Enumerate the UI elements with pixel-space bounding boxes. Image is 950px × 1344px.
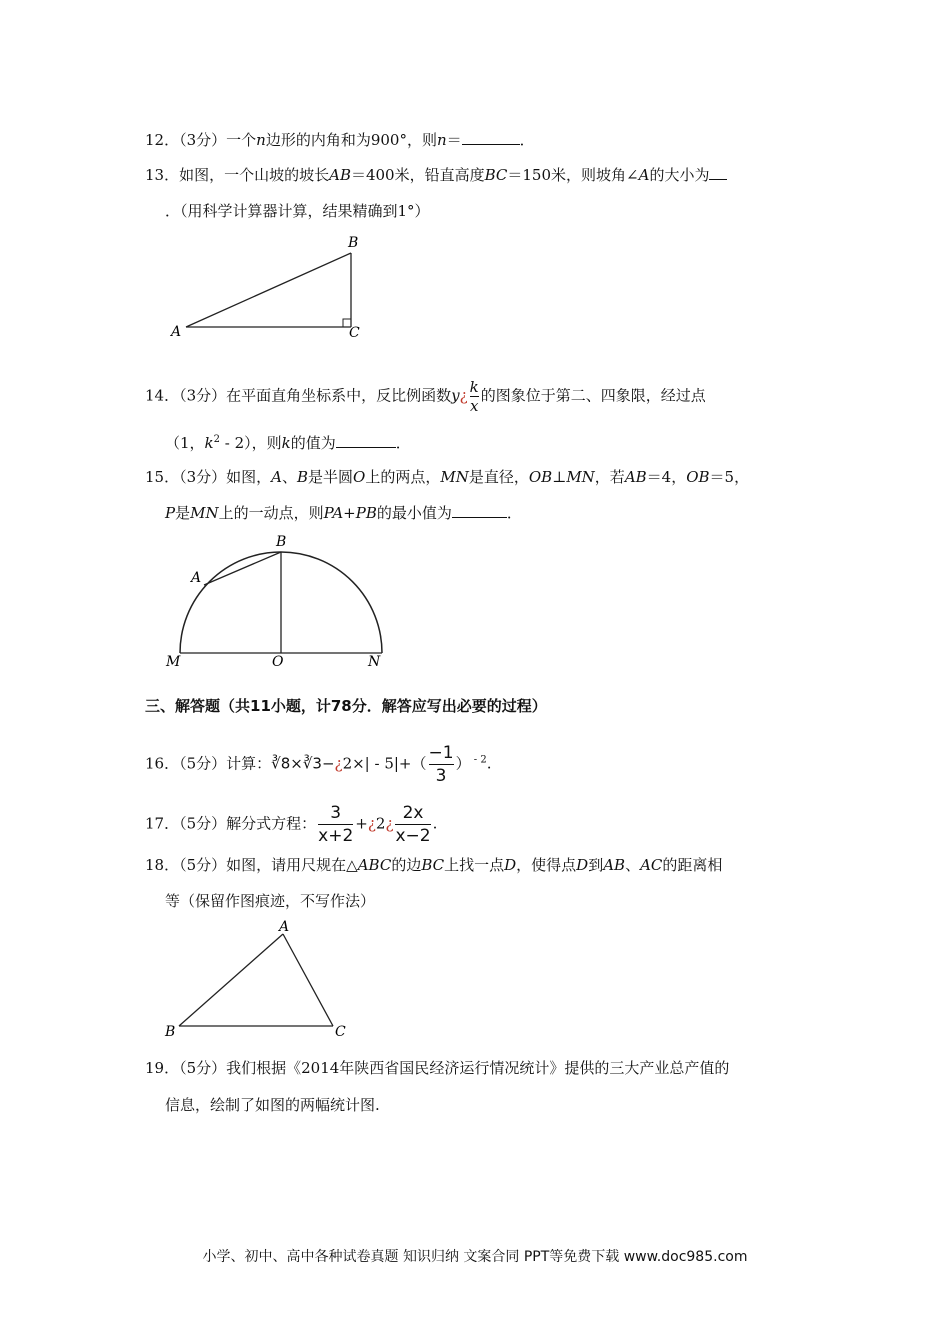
fraction-2x-over-x-minus-2: $\frac{2x}{x-2}$: [395, 803, 431, 846]
label-B: B: [348, 235, 359, 251]
label-C: C: [335, 1024, 346, 1040]
question-13: 13．如图，一个山坡的坡长AB＝400米，铅直高度BC＝150米，则坡角∠A的大小为: [145, 165, 727, 185]
question-number: 13．: [145, 166, 180, 184]
question-13-line2: ．（用科学计算器计算，结果精确到1°）: [165, 202, 430, 220]
label-A: A: [279, 919, 290, 935]
footer-banner: 小学、初中、高中各种试卷真题 知识归纳 文案合同 PPT等免费下载 www.doc985.com: [202, 1249, 748, 1265]
answer-blank: [336, 433, 396, 448]
question-number: 17．: [145, 814, 180, 833]
question-14-line2: （1，$k^2$ ‐ 2），则k的值为 ．: [165, 434, 411, 452]
slope-triangle-figure: [160, 230, 380, 342]
fraction-neg-one-third: $\frac{-1}{3}$: [428, 743, 454, 786]
question-16: 16．（5分）计算：∛8×∛3−¿2×| ‐ 5|+（ $\frac{-1}{3}$ ） $^{‐ 2}$.: [145, 743, 492, 786]
question-19-line2: 信息，绘制了如图的两幅统计图.: [165, 1096, 380, 1114]
label-A: A: [171, 324, 182, 340]
question-12: 12．（3分）一个n边形的内角和为900°，则n＝ ．: [145, 131, 535, 149]
label-O: O: [272, 654, 284, 670]
fraction-3-over-x-plus-2: $\frac{3}{x+2}$: [318, 803, 354, 846]
question-15: 15．（3分）如图，A、B是半圆O上的两点，MN是直径，OB⊥MN，若AB＝4，OB＝5，: [145, 468, 750, 486]
answer-blank: [709, 165, 727, 180]
label-C: C: [349, 325, 360, 341]
label-N: N: [368, 654, 381, 670]
question-number: 15．: [145, 468, 180, 486]
fraction-k-over-x: $\frac{k}{x}$: [469, 378, 479, 415]
triangle-abc-figure: [155, 918, 365, 1040]
question-number: 12．: [145, 131, 180, 149]
answer-blank: [452, 503, 507, 518]
label-M: M: [166, 654, 181, 670]
section-title: 三、解答题（共11小题，计78分．解答应写出必要的过程）: [145, 697, 547, 715]
question-number: 19．: [145, 1059, 180, 1077]
label-B: B: [276, 534, 287, 550]
question-14: 14．（3分）在平面直角坐标系中，反比例函数y¿ $\frac{k}{x}$ 的图象位于第二、四象限，经过点: [145, 378, 706, 415]
question-number: 16．: [145, 754, 180, 773]
semicircle-figure: [160, 528, 400, 678]
label-B: B: [165, 1024, 176, 1040]
question-18-line2: 等（保留作图痕迹，不写作法）: [165, 892, 376, 910]
label-A: A: [191, 570, 202, 586]
question-19: 19．（5分）我们根据《2014年陕西省国民经济运行情况统计》提供的三大产业总产值的: [145, 1059, 730, 1077]
question-number: 18．: [145, 856, 180, 874]
answer-blank: [462, 130, 520, 145]
question-number: 14．: [145, 386, 180, 405]
question-17: 17．（5分）解分式方程： $\frac{3}{x+2}$ +¿2¿ $\frac{2x}{x-2}$ .: [145, 803, 438, 846]
question-15-line2: P是MN上的一动点，则PA+PB的最小值为 ．: [165, 504, 522, 522]
question-18: 18．（5分）如图，请用尺规在△ABC的边BC上找一点D，使得点D到AB、AC的距离相: [145, 856, 723, 874]
